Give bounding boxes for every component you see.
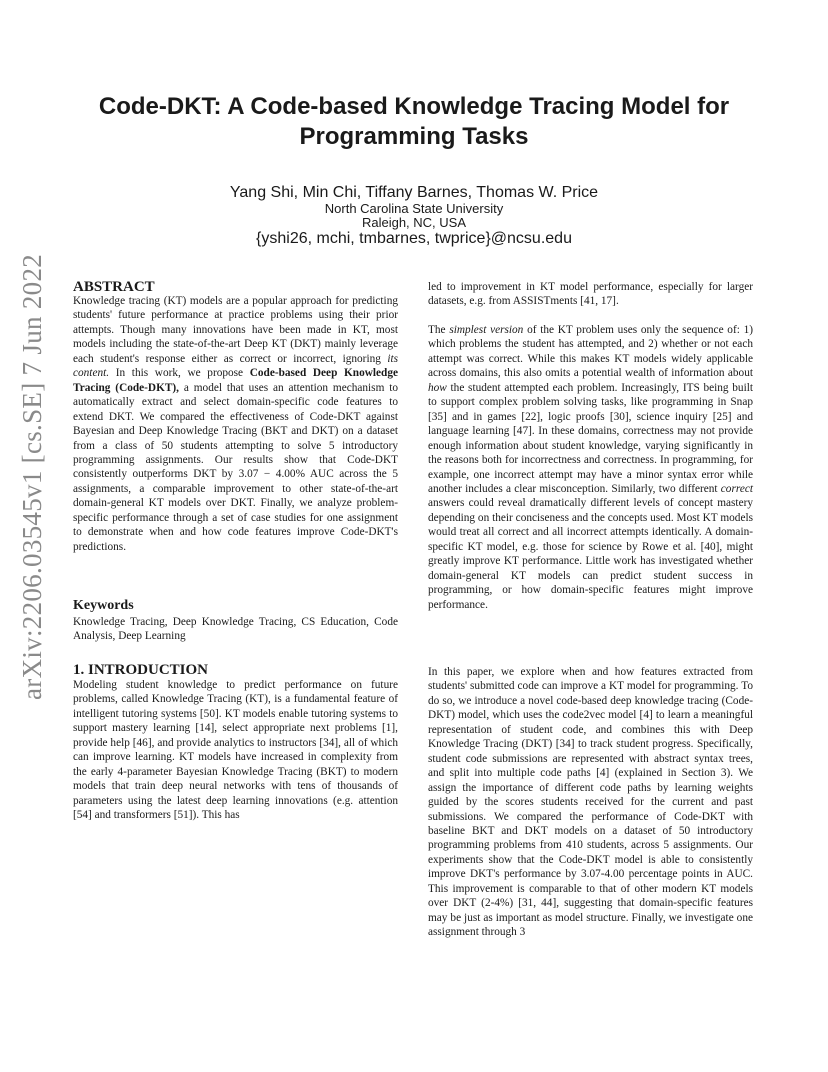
introduction-paragraph: Modeling student knowledge to predict performance on future problems, called Knowledge Tracing (KT), is a fundamental feature of intelligent tutoring systems [50]. KT models enable tutoring systems to support mastery learning [14], select appropriate next problems [1], provide help [46], and provide analytics to instructors [34], all of which can improve learning. KT models have increased in complexity from the early 4-parameter Bayesian Knowledge Tracing (BKT) to modern models that train deep neural networks with tens of thousands of parameters using the latest deep learning innovations (e.g. attention [54] and transformers [51]). This has [73,679,398,822]
paper-title [60,92,768,152]
abstract-text-1: Knowledge tracing (KT) models are a popular approach for predicting students' future performance at practice problems using their prior attempts. Though many innovations have been made in KT, most models including the state-of-the-art Deep KT (DKT) mainly leverage each student's response either as correct or incorrect, ignoring [73,295,398,365]
affiliation: North Carolina State University [324,201,504,216]
author-emails: {yshi26, mchi, tmbarnes, twprice}@ncsu.edu [256,230,572,247]
emphasis-how: how [428,381,447,394]
authors: Yang Shi, Min Chi, Tiffany Barnes, Thomas W. Price [229,184,599,201]
abstract-body [73,294,398,554]
abstract-heading: ABSTRACT [73,279,155,295]
text-span: of the KT problem uses only the sequence of: 1) which problems the student has attempted, and 2) whether or not each attempt was correct. While this makes KT models widely applicable across domains, this also omits a potential wealth of information about [428,324,753,380]
location: Raleigh, NC, USA [361,215,467,230]
abstract-text-3: a model that uses an attention mechanism to automatically extract and select domain-specific code features to extend DKT. We compared the effectiveness of Code-DKT against Bayesian and Deep Knowledge Tracing (BKT and DKT) on a dataset from a class of 50 students attempting to solve 5 introductory programming assignments. Our results show that Code-DKT consistently outperforms DKT by 3.07 − 4.00% AUC across the 5 assignments, a comparable improvement to other state-of-the-art domain-general KT models over DKT. Finally, we analyze problem-specific performance through a set of case studies for one assignment to demonstrate when and how code features improve Code-DKT's predictions. [73,381,399,553]
arxiv-side-label: arXiv:2206.03545v1 [cs.SE] 7 Jun 2022 [17,253,47,700]
emphasis-simplest-version: simplest version [449,324,524,336]
introduction-heading: 1. INTRODUCTION [73,662,209,678]
right-paragraph-2: In this paper, we explore when and how features extracted from students' submitted code can improve a KT model for programming. To do so, we introduce a novel code-based deep knowledge tracing (Code-DKT) model, which uses the code2vec model [4] to learn a meaningful representation of student code, and combines this with Deep Knowledge Tracing (DKT) [34] to track student progress. Specifically, student code submissions are represented with abstract syntax trees, and split into multiple code paths [4] (explained in Section 3). We assign the importance of different code paths by learning weights guided by the scores students received for the current and past submissions. We compared the performance of Code-DKT with baseline BKT and DKT models on a dataset of 50 introductory programming problems from 410 students, across 5 assignments. Our experiments show that the Code-DKT model is able to consistently improve DKT's performance by 3.07-4.00 percentage points in AUC. This improvement is comparable to that of other modern KT models over DKT (2-4%) [31, 44], suggesting that domain-specific features may be just as important as model structure. Finally, we investigate one assignment through 3 [428,666,753,939]
keywords-text: Knowledge Tracing, Deep Knowledge Tracing, CS Education, Code Analysis, Deep Learning [73,616,398,643]
title-line-2: Programming Tasks [299,123,529,150]
abstract-emphasis: its content. [73,352,398,380]
abstract-paragraph [73,294,398,554]
title-line-1: Code-DKT: A Code-based Knowledge Tracing Model for [98,93,730,120]
right-paragraph-1 [428,323,753,612]
right-column-continuation: led to improvement in KT model performance, especially for larger datasets, e.g. from ASSISTments [41, 17]. [428,281,753,308]
text-span: the student attempted each problem. Increasingly, ITS being built to support complex problem solving tasks, like programming in Snap [35] and in games [22], logic proofs [30], science inquiry [25] and language learning [47]. In these domains, correctness may not provide enough information about student knowledge, varying significantly in the reasons both for incorrectness and correctness. In programming, for example, one incorrect attempt may have a minor syntax error while another includes a clear misconception. Similarly, two different [428,381,753,495]
text-span: answers could reveal dramatically different levels of concept mastery depending on their conciseness and the concepts used. Most KT models would treat all correct and all incorrect attempts identically. A domain-specific KT model, e.g. those for science by Rowe et al. [40], might greatly improve KT performance. Little work has investigated whether domain-general KT models can predict student success in programming, or how domain-specific features might improve performance. [428,497,753,611]
keywords-heading: Keywords [73,598,134,613]
text-span: The [428,324,446,336]
emphasis-correct: correct [720,482,753,495]
abstract-model-name: Code-based Deep Knowledge Tracing (Code-DKT), [73,367,398,394]
abstract-text-2: In this work, we propose [115,367,244,380]
